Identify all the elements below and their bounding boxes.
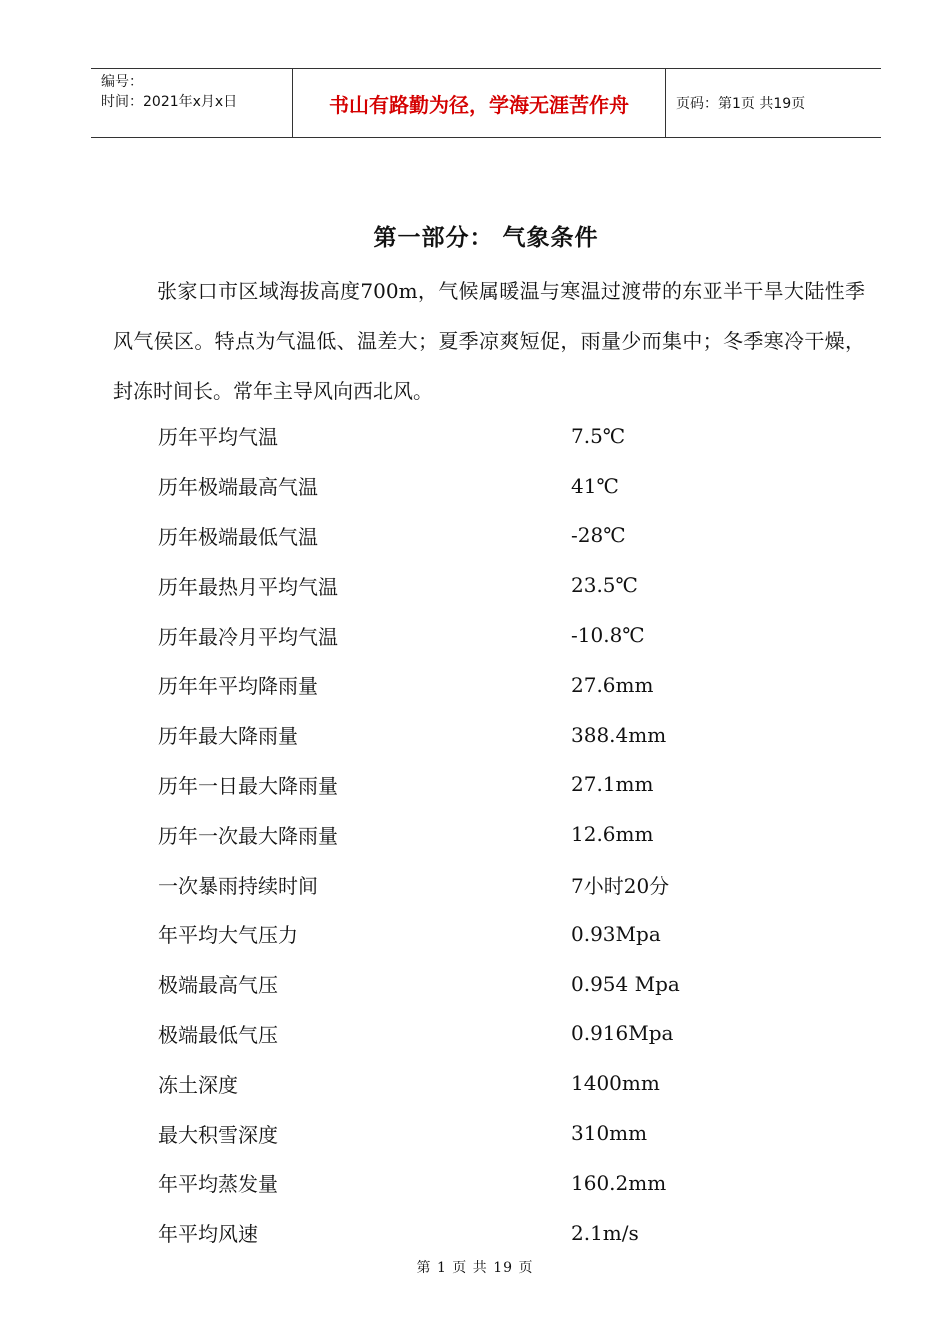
row-label: 历年一次最大降雨量 xyxy=(158,823,338,848)
row-label: 历年最冷月平均气温 xyxy=(158,624,338,649)
row-value: 7.5℃ xyxy=(571,423,626,448)
row-value: 160.2mm xyxy=(571,1170,667,1195)
header-meta xyxy=(91,69,293,137)
table-row xyxy=(158,809,758,859)
row-value: 388.4mm xyxy=(571,722,667,747)
row-value: 2.1m/s xyxy=(571,1220,639,1245)
table-row xyxy=(158,710,758,760)
header-page-info: 页码：第1页 共19页 xyxy=(676,96,806,112)
row-label: 极端最高气压 xyxy=(158,973,278,998)
row-label: 极端最低气压 xyxy=(158,1022,278,1047)
row-label: 年平均大气压力 xyxy=(158,923,298,948)
row-value: -28℃ xyxy=(571,523,626,548)
table-row xyxy=(158,1208,758,1258)
row-label: 历年最热月平均气温 xyxy=(158,574,338,599)
table-row xyxy=(158,511,758,561)
row-label: 历年一日最大降雨量 xyxy=(158,773,338,798)
row-value: 1400mm xyxy=(571,1071,660,1096)
climate-table xyxy=(158,411,758,1258)
table-row xyxy=(158,959,758,1009)
row-value: 7小时20分 xyxy=(571,873,670,898)
row-label: 历年极端最低气温 xyxy=(158,524,318,549)
header-motto: 书山有路勤为径，学海无涯苦作舟 xyxy=(293,69,666,137)
table-row xyxy=(158,859,758,909)
row-value: 27.1mm xyxy=(571,772,654,797)
table-row xyxy=(158,660,758,710)
table-row xyxy=(158,1058,758,1108)
row-value: -10.8℃ xyxy=(571,623,645,648)
row-value: 23.5℃ xyxy=(571,573,638,598)
row-value: 41℃ xyxy=(571,473,619,498)
table-row xyxy=(158,1158,758,1208)
page-footer: 第 1 页 共 19 页 xyxy=(416,1260,534,1276)
table-row xyxy=(158,909,758,959)
page-header xyxy=(91,68,881,138)
row-label: 历年极端最高气温 xyxy=(158,475,318,500)
row-label: 最大积雪深度 xyxy=(158,1122,278,1147)
row-value: 0.916Mpa xyxy=(571,1021,674,1046)
row-value: 12.6mm xyxy=(571,822,654,847)
row-value: 27.6mm xyxy=(571,672,654,697)
row-value: 0.954 Mpa xyxy=(571,971,680,996)
table-row xyxy=(158,760,758,810)
row-label: 一次暴雨持续时间 xyxy=(158,873,318,898)
row-label: 年平均蒸发量 xyxy=(158,1172,278,1197)
row-label: 历年年平均降雨量 xyxy=(158,674,318,699)
row-value: 310mm xyxy=(571,1121,648,1146)
section-title: 第一部分： 气象条件 xyxy=(373,225,599,251)
intro-paragraph: 张家口市区域海拔高度700m，气候属暖温与寒温过渡带的东亚半干旱大陆性季风气侯区。特点为气温低、温差大；夏季凉爽短促，雨量少而集中；冬季寒冷干燥，封冻时间长。常年主导风向西北风。 xyxy=(113,279,865,403)
table-row xyxy=(158,1009,758,1059)
row-value: 0.93Mpa xyxy=(571,921,661,946)
row-label: 年平均风速 xyxy=(158,1222,258,1247)
row-label: 历年平均气温 xyxy=(158,425,278,450)
table-row xyxy=(158,1108,758,1158)
row-label: 历年最大降雨量 xyxy=(158,724,298,749)
table-row xyxy=(158,461,758,511)
table-row xyxy=(158,560,758,610)
table-row xyxy=(158,610,758,660)
table-row xyxy=(158,411,758,461)
time-label: 时间：2021年x月x日 xyxy=(101,94,238,110)
row-label: 冻土深度 xyxy=(158,1072,238,1097)
code-label: 编号： xyxy=(101,74,143,90)
